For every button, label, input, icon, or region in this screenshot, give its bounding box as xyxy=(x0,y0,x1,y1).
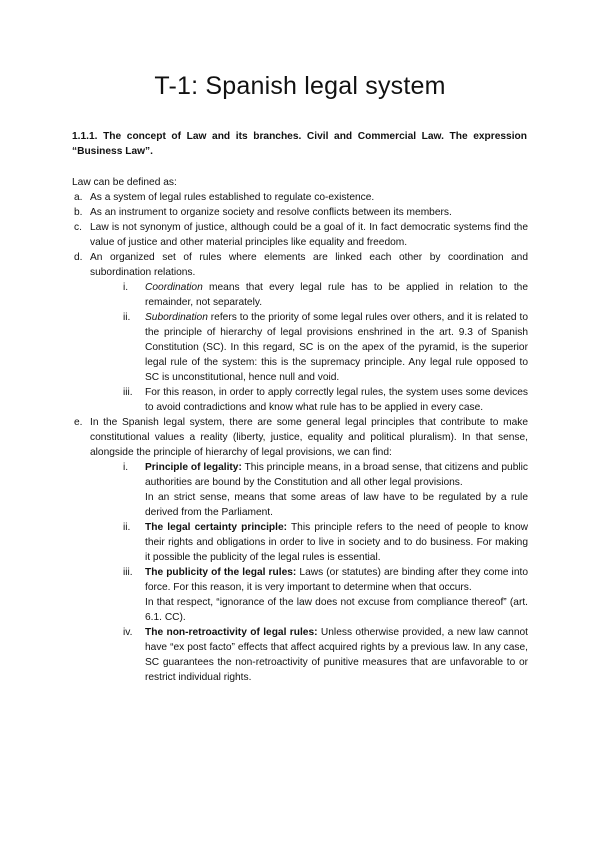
sublist-item-e-iv xyxy=(109,625,528,685)
list-item-paragraph: In that respect, “ignorance of the law does not excuse from compliance thereof” (art. 6.1. CC). xyxy=(145,597,528,623)
list-item-text: Law is not synonym of justice, although could be a goal of it. In fact democratic systems find the value of justice and other material principles like equality and freedom. xyxy=(90,222,528,248)
list-marker: e. xyxy=(74,417,83,428)
list-marker: d. xyxy=(74,252,83,263)
list-marker: c. xyxy=(74,222,82,233)
list-marker: i. xyxy=(123,462,129,473)
term-non-retroactivity: The non-retroactivity of legal rules: xyxy=(145,627,318,638)
sublist-item-d-i xyxy=(109,280,528,310)
term-publicity: The publicity of the legal rules: xyxy=(145,567,297,578)
list-item-text: This principle refers to the need of people to know their rights and obligations in order to live in society and to do business. For making it possible the publicity of the legal rules is essential. xyxy=(145,522,528,563)
list-item-e xyxy=(72,415,528,460)
term-principle-of-legality: Principle of legality: xyxy=(145,462,242,473)
list-item-text: This principle means, in a broad sense, that citizens and public authorities are bound by the Constitution and all other legal provisions. xyxy=(145,462,528,488)
list-item-c xyxy=(72,220,528,250)
sublist-item-d-iii xyxy=(109,385,528,415)
term-subordination: Subordination xyxy=(145,312,208,323)
list-item-text: Laws (or statutes) are binding after they come into force. For this reason, it is very important to determine when that occurs. xyxy=(145,567,528,593)
definition-list-cont xyxy=(72,415,528,460)
definition-list xyxy=(72,190,528,280)
term-legal-certainty: The legal certainty principle: xyxy=(145,522,288,533)
list-marker: a. xyxy=(74,192,83,203)
intro-text: Law can be defined as: xyxy=(72,177,177,188)
list-marker: b. xyxy=(74,207,83,218)
list-item-text: In the Spanish legal system, there are some general legal principles that contribute to make constitutional values a reality (liberty, justice, equality and political pluralism). In that sense, alongside the principle of hierarchy of legal provisions, we can find: xyxy=(90,417,528,458)
list-marker: ii. xyxy=(123,522,131,533)
list-item-paragraph: In an strict sense, means that some areas of law have to be regulated by a rule derived from the Parliament. xyxy=(145,492,528,518)
sublist-item-e-ii xyxy=(109,520,528,565)
list-item-text: An organized set of rules where elements are linked each other by coordination and subordination relations. xyxy=(90,252,528,278)
list-marker: i. xyxy=(123,282,129,293)
sublist-d xyxy=(109,280,528,415)
list-marker: iii. xyxy=(123,567,133,578)
list-item-text: As an instrument to organize society and resolve conflicts between its members. xyxy=(90,207,452,218)
list-item-text: For this reason, in order to apply correctly legal rules, the system uses some devices to avoid contradictions and know what rule has to be applied in every case. xyxy=(145,387,528,413)
list-marker: ii. xyxy=(123,312,131,323)
list-item-text: Unless otherwise provided, a new law cannot have “ex post facto” effects that affect acquired rights by a previous law. In any case, SC guarantees the non-retroactivity of punitive measures that are unfavorable to or restrict individual rights. xyxy=(145,627,528,683)
list-item-text: As a system of legal rules established to regulate co-existence. xyxy=(90,192,375,203)
sublist-item-e-iii xyxy=(109,565,528,625)
list-marker: iv. xyxy=(123,627,133,638)
page-title: T-1: Spanish legal system xyxy=(154,72,446,100)
term-coordination: Coordination xyxy=(145,282,203,293)
document-body xyxy=(72,175,528,685)
list-item-b xyxy=(72,205,528,220)
list-item-text: refers to the priority of some legal rules over others, and it is related to the principle of hierarchy of legal provisions enshrined in the art. 9.3 of Spanish Constitution (SC). In this regard, SC is on the apex of the pyramid, is the superior legal rule of the system: this is the supremacy principle. Any legal rule opposed to SC is unconstitutional, hence null and void. xyxy=(145,312,528,383)
sublist-e xyxy=(109,460,528,685)
sublist-item-e-i xyxy=(109,460,528,520)
section-heading: 1.1.1. The concept of Law and its branches. Civil and Commercial Law. The expression “Business Law”. xyxy=(72,131,527,157)
list-item-d xyxy=(72,250,528,280)
list-item-a xyxy=(72,190,528,205)
list-marker: iii. xyxy=(123,387,133,398)
list-item-text: means that every legal rule has to be applied in relation to the remainder, not separately. xyxy=(145,282,528,308)
sublist-item-d-ii xyxy=(109,310,528,385)
